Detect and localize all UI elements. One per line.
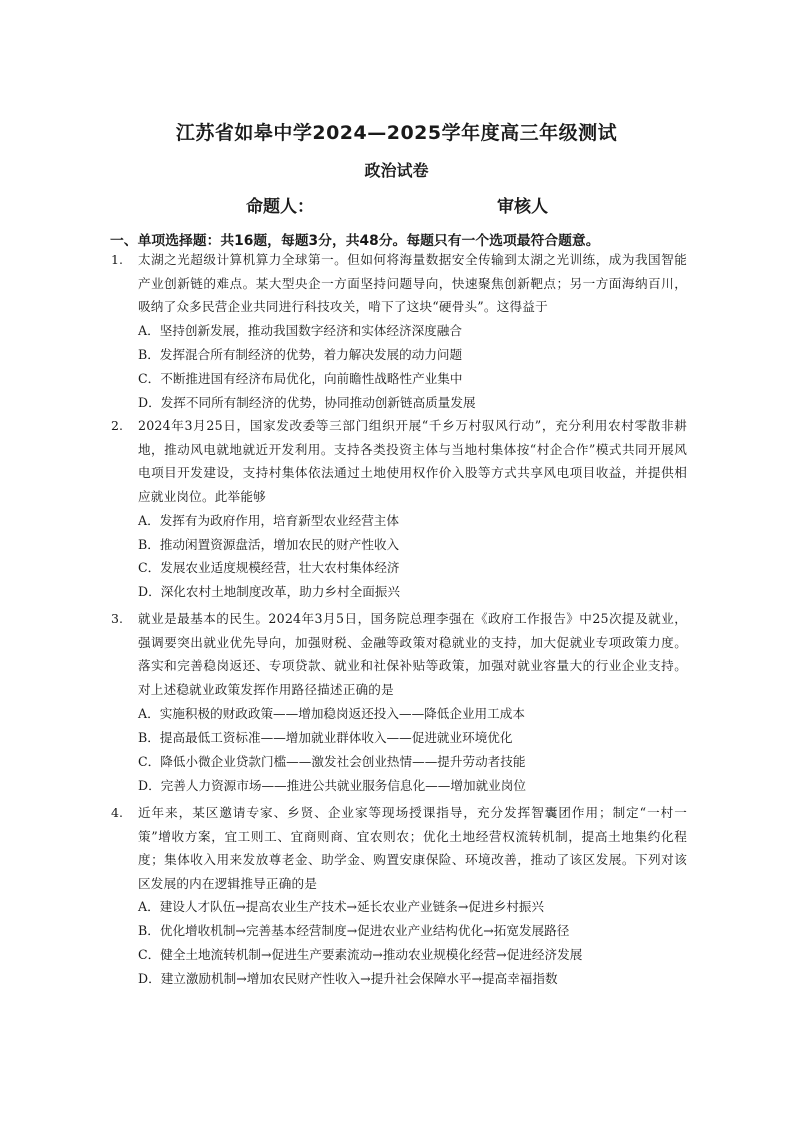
question-stem: 近年来，某区邀请专家、乡贤、企业家等现场授课指导，充分发挥智囊团作用；制定“一村一策”增收方案，宜工则工、宜商则商、宜农则农；优化土地经营权流转机制，提高土地集约化程度；集体收入用来发放尊老金、助学金、购置安康保险、环境改善，推动了该区发展。下列对该区发展的内在逻辑推导正确的是: [138, 805, 687, 891]
option-b: B．推动闲置资源盘活，增加农民的财产性收入: [138, 537, 400, 552]
section-heading: 一、单项选择题：共16题，每题3分，共48分。每题只有一个选项最符合题意。: [110, 233, 600, 249]
option-a: A．实施积极的财政政策——增加稳岗返还投入——降低企业用工成本: [138, 706, 525, 721]
option-b: B．提高最低工资标准——增加就业群体收入——促进就业环境优化: [138, 730, 513, 745]
option-d: D．完善人力资源市场——推进公共就业服务信息化——增加就业岗位: [138, 778, 526, 793]
option-c: C．降低小微企业贷款门槛——激发社会创业热情——提升劳动者技能: [138, 754, 526, 769]
option-c: C．不断推进国有经济布局优化，向前瞻性战略性产业集中: [138, 371, 463, 386]
question-stem: 2024年3月25日，国家发改委等三部门组织开展“千乡万村驭风行动”，充分利用农村零散非耕地，推动风电就地就近开发利用。支持各类投资主体与当地村集体按“村企合作”模式共同开展风电项目开发建设，支持村集体依法通过土地使用权作价入股等方式共享风电项目收益，并提供相应就业岗位。此举能够: [138, 418, 687, 504]
option-b: B．优化增收机制→完善基本经营制度→促进农业产业结构优化→拓宽发展路径: [138, 923, 570, 938]
reviewer-label: 审核人: [497, 197, 548, 217]
question-stem: 太湖之光超级计算机算力全球第一。但如何将海量数据安全传输到太湖之光训练，成为我国智能产业创新链的难点。某大型央企一方面坚持问题导向，快速聚焦创新靶点；另一方面海纳百川，吸纳了众多民营企业共同进行科技攻关，啃下了这块“硬骨头”。这得益于: [138, 252, 687, 315]
option-a: A．坚持创新发展，推动我国数字经济和实体经济深度融合: [138, 323, 462, 338]
option-a: A．建设人才队伍→提高农业生产技术→延长农业产业链条→促进乡村振兴: [138, 899, 544, 914]
author-label: 命题人：: [246, 197, 314, 217]
exam-title: 江苏省如皋中学2024—2025学年度高三年级测试: [175, 122, 618, 144]
option-a: A．发挥有为政府作用，培育新型农业经营主体: [138, 513, 399, 528]
question-number: 1.: [111, 252, 123, 267]
option-b: B．发挥混合所有制经济的优势，着力解决发展的动力问题: [138, 347, 463, 362]
option-d: D．发挥不同所有制经济的优势，协同推动创新链高质量发展: [138, 395, 476, 410]
question-number: 3.: [111, 611, 123, 626]
exam-subtitle: 政治试卷: [364, 161, 429, 180]
option-d: D．深化农村土地制度改革，助力乡村全面振兴: [138, 584, 400, 599]
option-c: C．健全土地流转机制→促进生产要素流动→推动农业规模化经营→促进经济发展: [138, 947, 583, 962]
question-number: 2.: [111, 418, 123, 433]
option-c: C．发展农业适度规模经营，壮大农村集体经济: [138, 560, 400, 575]
question-number: 4.: [111, 805, 123, 820]
option-d: D．建立激励机制→增加农民财产性收入→提升社会保障水平→提高幸福指数: [138, 971, 558, 986]
question-stem: 就业是最基本的民生。2024年3月5日，国务院总理李强在《政府工作报告》中25次提及就业，强调要突出就业优先导向，加强财税、金融等政策对稳就业的支持，加大促就业专项政策力度。落实和完善稳岗返还、专项贷款、就业和社保补贴等政策，加强对就业容量大的行业企业支持。对上述稳就业政策发挥作用路径描述正确的是: [138, 611, 687, 697]
